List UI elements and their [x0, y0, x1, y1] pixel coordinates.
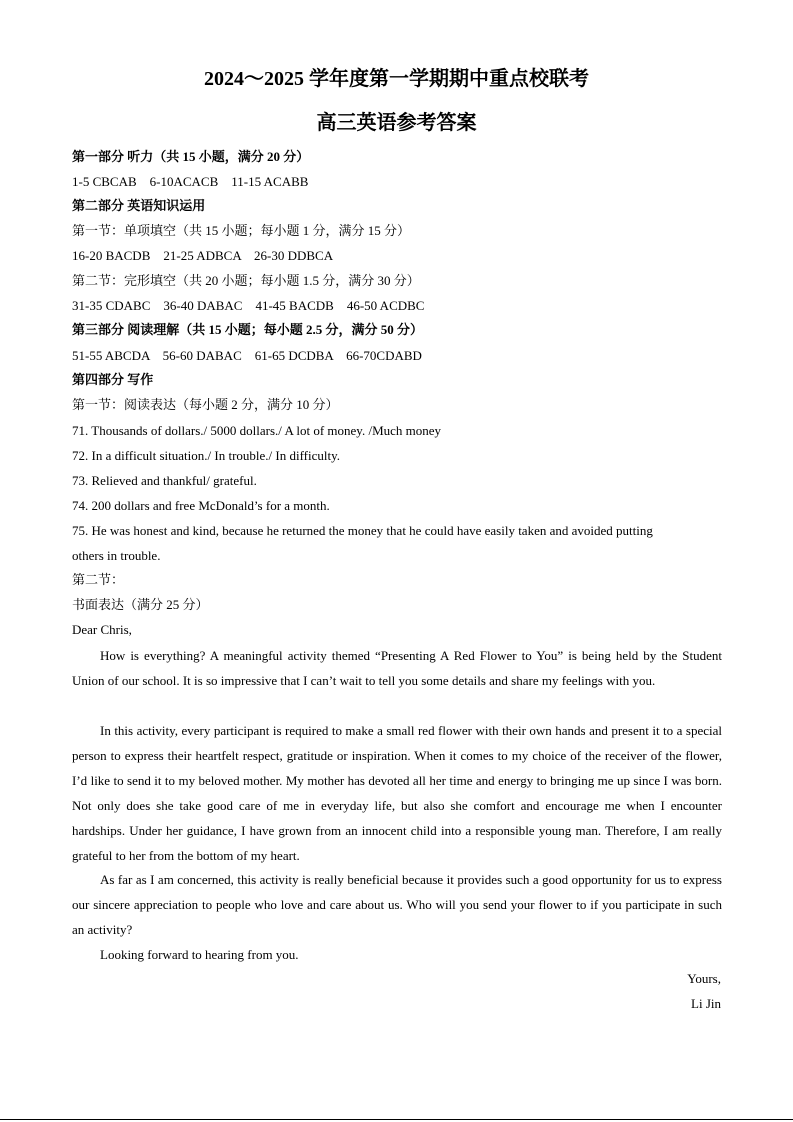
answer-74: 74. 200 dollars and free McDonald’s for a month. [72, 498, 330, 513]
letter-paragraph-4: Looking forward to hearing from you. [100, 947, 299, 962]
answer-75-line2: others in trouble. [72, 548, 161, 563]
letter-closing: Yours, [687, 971, 721, 986]
part2-section2-heading: 第二节：完形填空（共 20 小题；每小题 1.5 分，满分 30 分） [72, 273, 420, 288]
answer-72: 72. In a difficult situation./ In trouble./ In difficulty. [72, 448, 341, 463]
part4-section2-heading: 第二节： [72, 572, 125, 587]
letter-paragraph-3: As far as I am concerned, this activity is really beneficial because it provides such a good opportunity for us to express our sincere appreciation to people who love and care about us. Who will you send your flower to if you participate in such an activity? [72, 872, 722, 937]
document-title: 2024～2025 学年度第一学期期中重点校联考 [204, 68, 589, 90]
part4-section1-heading: 第一节：阅读表达（每小题 2 分，满分 10 分） [72, 397, 339, 412]
answer-75-line1: 75. He was honest and kind, because he returned the money that he could have easily taken and avoided putting [72, 523, 653, 538]
answer-71: 71. Thousands of dollars./ 5000 dollars./ A lot of money. /Much money [72, 423, 442, 438]
document-subtitle: 高三英语参考答案 [316, 112, 477, 134]
footer-divider [0, 1119, 793, 1120]
letter-signature: Li Jin [691, 996, 721, 1011]
part3-heading: 第三部分 阅读理解（共 15 小题；每小题 2.5 分，满分 50 分） [72, 322, 424, 337]
part4-heading: 第四部分 写作 [72, 372, 154, 387]
part1-heading: 第一部分 听力（共 15 小题，满分 20 分） [72, 149, 310, 164]
part2-heading: 第二部分 英语知识运用 [72, 198, 206, 213]
letter-paragraph-1: How is everything? A meaningful activity themed “Presenting A Red Flower to You” is being held by the Student Union of our school. It is so impressive that I can’t wait to tell you some details and share my feelings with you. [72, 648, 722, 688]
letter-paragraph-2: In this activity, every participant is required to make a small red flower with their own hands and present it to a special person to express their heartfelt respect, gratitude or inspiration. When it comes to my choice of the receiver of the flower, I’d like to send it to my beloved mother. My mother has devoted all her time and energy to bringing me up since I was born. Not only does she take good care of me in everyday life, but also she comfort and encourage me when I encounter hardships. Under her guidance, I have grown from an innocent child into a responsible young man. Therefore, I am really grateful to her from the bottom of my heart. [72, 723, 722, 863]
part3-answers: 51-55 ABCDA 56-60 DABAC 61-65 DCDBA 66-70CDABD [72, 348, 422, 363]
part2-section2-answers: 31-35 CDABC 36-40 DABAC 41-45 BACDB 46-50 ACDBC [72, 298, 425, 313]
part1-answers: 1-5 CBCAB 6-10ACACB 11-15 ACABB [72, 174, 309, 189]
letter-salutation: Dear Chris, [72, 622, 132, 637]
part2-section1-heading: 第一节：单项填空（共 15 小题；每小题 1 分，满分 15 分） [72, 223, 411, 238]
answer-73: 73. Relieved and thankful/ grateful. [72, 473, 257, 488]
part2-section1-answers: 16-20 BACDB 21-25 ADBCA 26-30 DDBCA [72, 248, 334, 263]
part4-section2-sub: 书面表达（满分 25 分） [72, 597, 209, 612]
